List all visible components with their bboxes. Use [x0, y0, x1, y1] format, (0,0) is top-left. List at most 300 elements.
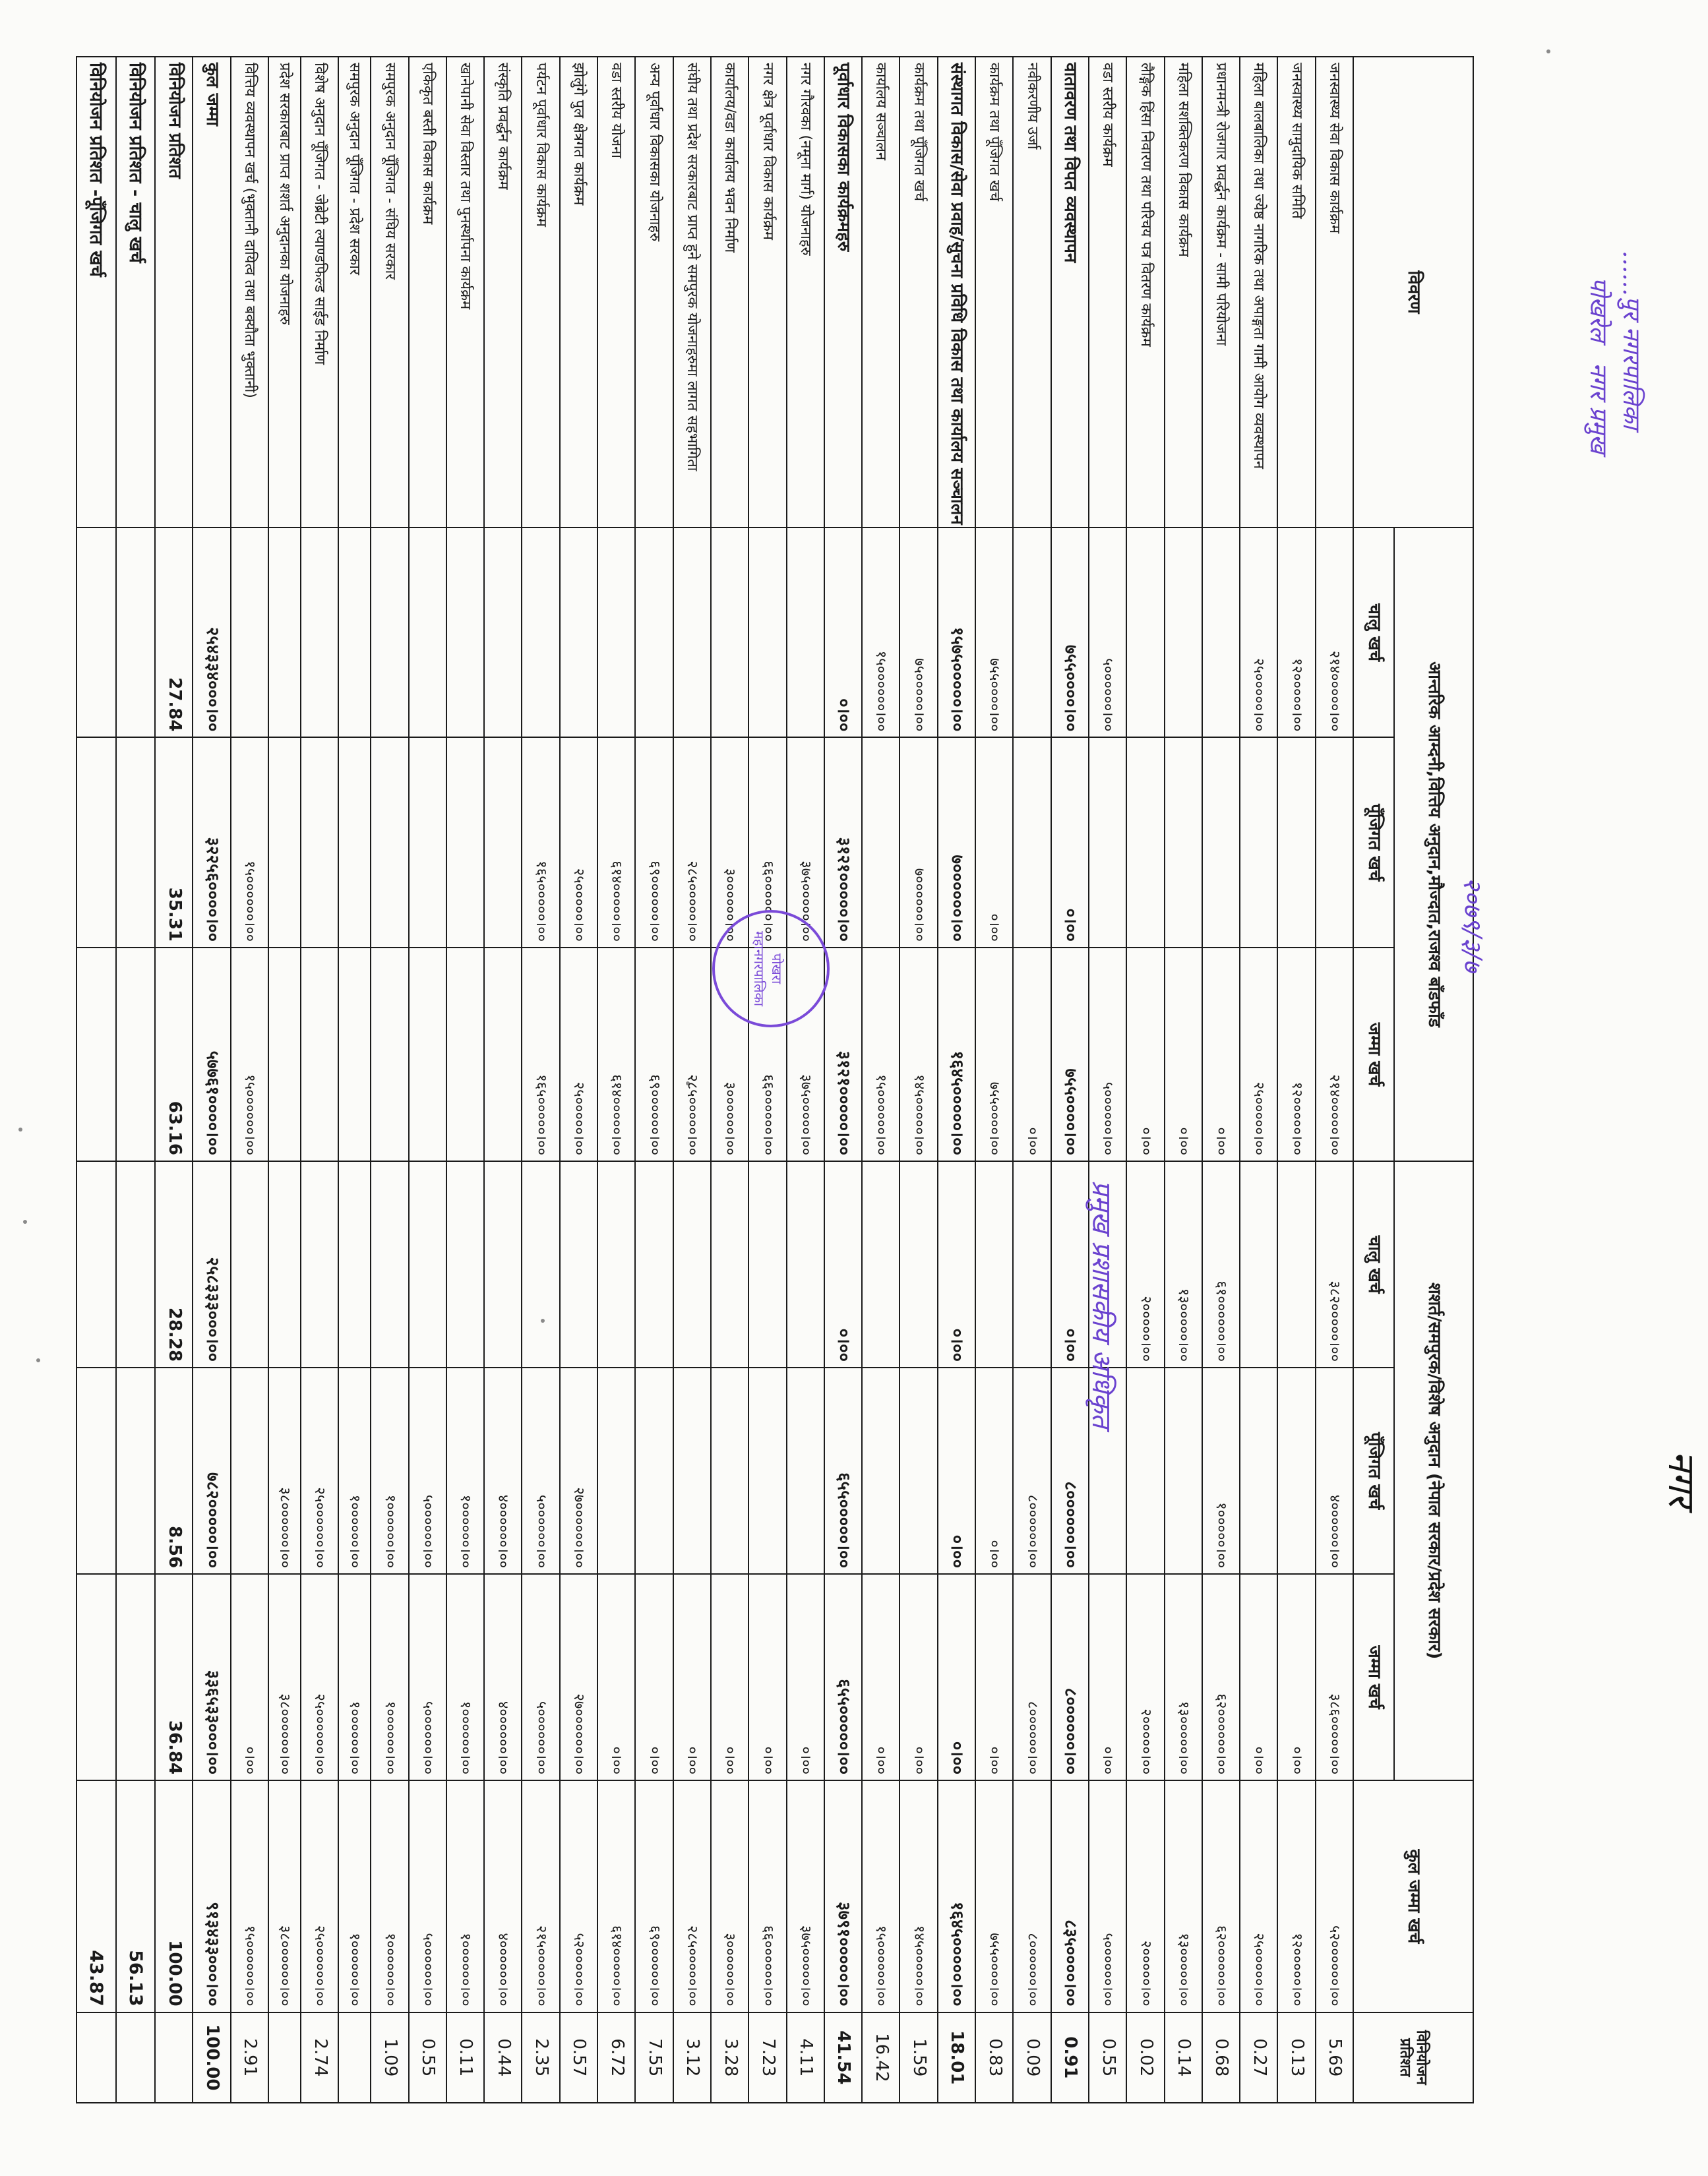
cell-percent: 18.01 [938, 2012, 975, 2103]
cell-c1 [409, 528, 446, 738]
cell-c5: ५००००००।०० [409, 1368, 446, 1574]
cell-c1: ५००००००।०० [1089, 528, 1126, 738]
table-row [522, 57, 559, 2103]
cell-c2: ६६००००००।०० [748, 737, 786, 948]
budget-allocation-table [76, 56, 1474, 2103]
cell-c3 [301, 948, 338, 1161]
cell-c6: ०।०० [748, 1574, 786, 1780]
cell-c4 [560, 1161, 597, 1368]
cell-c4: ०।०० [938, 1161, 975, 1368]
table-row [484, 57, 522, 2103]
table-row [1089, 57, 1126, 2103]
table-row [1165, 57, 1202, 2103]
cell-c5 [597, 1368, 635, 1574]
cell-c2: ३७५०००००।०० [787, 737, 824, 948]
table-row [1277, 57, 1315, 2103]
cell-c6: ३८००००००।०० [268, 1574, 301, 1780]
cell-c1 [1126, 528, 1164, 738]
cell-percent: 3.12 [673, 2012, 711, 2103]
row-label: पर्यटन पूर्वाधार विकास कार्यक्रम [522, 57, 559, 528]
cell-c4 [975, 1161, 1013, 1368]
cell-c2: ३१२१०००००।०० [824, 737, 862, 948]
cell-total: १५००००००।०० [231, 1780, 268, 2012]
table-row [938, 57, 975, 2103]
cell-c6: २७००००००।०० [560, 1574, 597, 1780]
cell-c4 [76, 1161, 116, 1368]
row-label: महिला बालबालिका तथा ज्येष्ठ नागरिक तथा अपाङ्गता गामी आयोग व्यवस्थापन [1240, 57, 1277, 528]
row-label: प्रधानमन्त्री रोजगार प्रवर्द्धन कार्यक्रम - सामी परियोजना [1202, 57, 1240, 528]
row-label: संघीय तथा प्रदेश सरकारबाट प्राप्त हुने समपुरक योजनाहरुमा लागत सहभागिता [673, 57, 711, 528]
cell-c2: १६५०००००।०० [522, 737, 559, 948]
row-label: विनियोजन प्रतिशत [155, 57, 193, 528]
table-row [1013, 57, 1051, 2103]
cell-total: ५२००००००।०० [1316, 1780, 1353, 2012]
cell-c3 [446, 948, 484, 1161]
cell-c6: ८००००००।०० [1051, 1574, 1089, 1780]
table-row [900, 57, 937, 2103]
row-label: विशेष अनुदान पूँजिगत - जेब्रेटी ल्याण्डफिल्ड साईड निर्माण [301, 57, 338, 528]
cell-c4: ६१००००००।०० [1202, 1161, 1240, 1368]
cell-c2: ७००००००।०० [938, 737, 975, 948]
row-label: नगर गौरवका (नमूना मार्ग) योजनाहरु [787, 57, 824, 528]
cell-total: १४५०००००।०० [900, 1780, 937, 2012]
cell-total: २५००००००।०० [301, 1780, 338, 2012]
cell-c2 [1013, 737, 1051, 948]
cell-c3: ०।०० [1202, 948, 1240, 1161]
cell-c3: ७५५००००।०० [975, 948, 1013, 1161]
cell-c6: ०।०० [938, 1574, 975, 1780]
row-label: पूर्वाधार विकासका कार्यक्रमहरु [824, 57, 862, 528]
cell-c6: २०००००।०० [1126, 1574, 1164, 1780]
cell-c6: ०।०० [975, 1574, 1013, 1780]
cell-c2 [1126, 737, 1164, 948]
cell-c3: ७५५००००।०० [1051, 948, 1089, 1161]
cell-c4 [1277, 1161, 1315, 1368]
cell-total: ३७९१०००००।०० [824, 1780, 862, 2012]
cell-total: ८३५००००।०० [1051, 1780, 1089, 2012]
left-signature [1658, 1451, 1708, 1507]
cell-c2 [1202, 737, 1240, 948]
cell-c6: ६२००००००।०० [1202, 1574, 1240, 1780]
cell-c3: ०।०० [1013, 948, 1051, 1161]
cell-c4: १३०००००।०० [1165, 1161, 1202, 1368]
cell-c5 [1126, 1368, 1164, 1574]
cell-total: १००००००।०० [446, 1780, 484, 2012]
cell-percent: 7.23 [748, 2012, 786, 2103]
officer-title: प्रमुख प्रशासकीय अधिकृत [1086, 1180, 1116, 1428]
cell-c6: ०।०० [900, 1574, 937, 1780]
cell-c5: ८००००००।०० [1013, 1368, 1051, 1574]
cell-total: २५०००००।०० [1240, 1780, 1277, 2012]
cell-c6: ५००००००।०० [409, 1574, 446, 1780]
cell-c4 [787, 1161, 824, 1368]
subtotal-header: जम्मा खर्च [1353, 948, 1394, 1161]
cell-c2: ६९००००००।०० [635, 737, 673, 948]
row-label: कार्यालय सञ्चालन [862, 57, 900, 528]
cell-c5: 8.56 [155, 1368, 193, 1574]
cell-percent [338, 2012, 371, 2103]
cell-c2 [1316, 737, 1353, 948]
cell-c5 [673, 1368, 711, 1574]
cell-c6 [76, 1574, 116, 1780]
cell-c2 [862, 737, 900, 948]
cell-c4 [635, 1161, 673, 1368]
cell-total: ६१४०००००।०० [597, 1780, 635, 2012]
grant-capital-header: पूँजिगत खर्च [1353, 1368, 1394, 1574]
table-row [1126, 57, 1164, 2103]
cell-total: ७५५००००।०० [975, 1780, 1013, 2012]
cell-c4 [673, 1161, 711, 1368]
cell-c3 [484, 948, 522, 1161]
cell-total: ५००००००।०० [1089, 1780, 1126, 2012]
cell-total: १००००००।०० [371, 1780, 408, 2012]
cell-total: १६४५०००००।०० [938, 1780, 975, 2012]
cell-c2 [409, 737, 446, 948]
cell-c3 [371, 948, 408, 1161]
cell-total: ६६००००००।०० [748, 1780, 786, 2012]
stamp-text: पोखरा महानगरपालिका [751, 930, 785, 1007]
cell-c1 [1013, 528, 1051, 738]
cell-c3: १६५०००००।०० [522, 948, 559, 1161]
description-header: विवरण [1353, 57, 1473, 528]
cell-c1 [338, 528, 371, 738]
cell-c5 [900, 1368, 937, 1574]
cell-c6: ०।०० [1240, 1574, 1277, 1780]
table-row [748, 57, 786, 2103]
cell-percent: 1.59 [900, 2012, 937, 2103]
cell-c3: १५००००००।०० [862, 948, 900, 1161]
left-signature-text: नगर [1660, 1451, 1703, 1507]
cell-c5 [1240, 1368, 1277, 1574]
scan-speck [1546, 49, 1550, 53]
table-row [155, 57, 193, 2103]
cell-c4 [231, 1161, 268, 1368]
cell-c3 [116, 948, 155, 1161]
cell-c3: २५०००००।०० [1240, 948, 1277, 1161]
officer-signature [1085, 1180, 1121, 1428]
cell-c5: ४००००००।०० [484, 1368, 522, 1574]
cell-c4: ०।०० [1051, 1161, 1089, 1368]
cell-c3 [409, 948, 446, 1161]
cell-percent [155, 2012, 193, 2103]
table-row [560, 57, 597, 2103]
cell-percent: 1.09 [371, 2012, 408, 2103]
municipality-text: ......पुर नगरपालिका [1618, 251, 1645, 429]
cell-c2: ६१४०००००।०० [597, 737, 635, 948]
cell-c1: २५४३३४०००।०० [193, 528, 230, 738]
cell-total: १३०००००।०० [1165, 1780, 1202, 2012]
cell-total: ३७५०००००।०० [787, 1780, 824, 2012]
table-row [409, 57, 446, 2103]
cell-c1: २१४०००००।०० [1316, 528, 1353, 738]
row-label: महिला सशक्तिकरण विकास कार्यक्रम [1165, 57, 1202, 528]
cell-percent: 2.74 [301, 2012, 338, 2103]
cell-c4 [748, 1161, 786, 1368]
cell-c1 [787, 528, 824, 738]
cell-c4 [484, 1161, 522, 1368]
row-label: वित्तिय व्यवस्थापन खर्च (भुक्तानी दायित्व तथा बक्यौता भुक्तानी) [231, 57, 268, 528]
cell-total: ६२००००००।०० [1202, 1780, 1240, 2012]
row-label: जनस्वास्थ्य सामुदायिक समिति [1277, 57, 1315, 528]
cell-c4 [522, 1161, 559, 1368]
cell-c6: 36.84 [155, 1574, 193, 1780]
cell-c1: १२०००००।०० [1277, 528, 1315, 738]
cell-c4 [597, 1161, 635, 1368]
cell-percent [76, 2012, 116, 2103]
cell-c5: १०००००।०० [1202, 1368, 1240, 1574]
table-row [76, 57, 116, 2103]
cell-percent: 4.11 [787, 2012, 824, 2103]
cell-c5: ०।०० [938, 1368, 975, 1574]
cell-c4: २५८३३३०००।०० [193, 1161, 230, 1368]
cell-percent: 2.91 [231, 2012, 268, 2103]
cell-c4 [409, 1161, 446, 1368]
cell-c5: १००००००।०० [446, 1368, 484, 1574]
cell-c3 [338, 948, 371, 1161]
cell-c2: २५०००००।०० [560, 737, 597, 948]
capital-expense-header: पूँजिगत खर्च [1353, 737, 1394, 948]
row-label: विनियोजन प्रतिशत - चालु खर्च [116, 57, 155, 528]
cell-total: 43.87 [76, 1780, 116, 2012]
cell-c3: ५००००००।०० [1089, 948, 1126, 1161]
cell-c3: १५००००००।०० [231, 948, 268, 1161]
cell-c1: ७५५००००।०० [975, 528, 1013, 738]
cell-c2: ७००००००।०० [900, 737, 937, 948]
row-label: नवीकरणीय उर्जा [1013, 57, 1051, 528]
cell-c6: १००००००।०० [446, 1574, 484, 1780]
cell-c4 [900, 1161, 937, 1368]
cell-total: ५००००००।०० [409, 1780, 446, 2012]
cell-c3 [76, 948, 116, 1161]
table-row [1051, 57, 1089, 2103]
cell-c2 [1165, 737, 1202, 948]
table-row [371, 57, 408, 2103]
scan-speck [36, 1358, 40, 1362]
row-label: कुल जम्मा [193, 57, 230, 528]
cell-c5: २७००००००।०० [560, 1368, 597, 1574]
row-label: विनियोजन प्रतिशत -पूँजिगत खर्च [76, 57, 116, 528]
cell-c4 [862, 1161, 900, 1368]
cell-c3: ६१४०००००।०० [597, 948, 635, 1161]
row-label: संस्कृति प्रवर्द्धन कार्यक्रम [484, 57, 522, 528]
cell-c2: २८५०००००।०० [673, 737, 711, 948]
cell-c3: १६४५०००००।०० [938, 948, 975, 1161]
budget-rows [76, 57, 1353, 2103]
cell-total: २०००००।०० [1126, 1780, 1164, 2012]
cell-c4 [1240, 1161, 1277, 1368]
cell-total: ८००००००।०० [1013, 1780, 1051, 2012]
cell-percent: 41.54 [824, 2012, 862, 2103]
cell-c6: ८००००००।०० [1013, 1574, 1051, 1780]
cell-c3: ६९००००००।०० [635, 948, 673, 1161]
cell-c1 [635, 528, 673, 738]
cell-c5: ७८२०००००।०० [193, 1368, 230, 1574]
cell-c6: ३३६५३३०००।०० [193, 1574, 230, 1780]
cell-c3: ०।०० [1126, 948, 1164, 1161]
cell-c1 [711, 528, 748, 738]
cell-c1: 27.84 [155, 528, 193, 738]
row-label: कार्यालय/वडा कार्यालय भवन निर्माण [711, 57, 748, 528]
cell-c3: ५७७६१००००।०० [193, 948, 230, 1161]
cell-c3: ०।०० [1165, 948, 1202, 1161]
cell-c6: १३०००००।०० [1165, 1574, 1202, 1780]
cell-percent: 0.55 [409, 2012, 446, 2103]
cell-c2: 35.31 [155, 737, 193, 948]
cell-percent: 0.44 [484, 2012, 522, 2103]
cell-c5: ६५५०००००।०० [824, 1368, 862, 1574]
cell-percent: 0.27 [1240, 2012, 1277, 2103]
cell-c6: १००००००।०० [338, 1574, 371, 1780]
cell-c5 [76, 1368, 116, 1574]
cell-total: ६९००००००।०० [635, 1780, 673, 2012]
row-label: समपुरक अनुदान पूँजिगत - प्रदेश सरकार [338, 57, 371, 528]
cell-c6: ०।०० [231, 1574, 268, 1780]
row-label: एकिकृत बस्ती विकास कार्यक्रम [409, 57, 446, 528]
current-expense-header: चालु खर्च [1353, 528, 1394, 738]
cell-c6: १००००००।०० [371, 1574, 408, 1780]
grant-source-header: शशर्त/समपुरक/विशेष अनुदान (नेपाल सरकार/प्रदेश सरकार) [1394, 1161, 1473, 1780]
cell-c1: ०।०० [824, 528, 862, 738]
cell-c6: ०।०० [787, 1574, 824, 1780]
cell-c1 [1165, 528, 1202, 738]
cell-c2: १५००००००।०० [231, 737, 268, 948]
cell-c5 [635, 1368, 673, 1574]
cell-c5 [787, 1368, 824, 1574]
row-label: कार्यक्रम तथा पूँजिगत खर्च [900, 57, 937, 528]
table-row [824, 57, 862, 2103]
table-row [635, 57, 673, 2103]
cell-c5 [231, 1368, 268, 1574]
header-row-top [1394, 57, 1473, 2103]
cell-c2: ३२२५६००००।०० [193, 737, 230, 948]
cell-c3: १२०००००।०० [1277, 948, 1315, 1161]
cell-percent: 0.11 [446, 2012, 484, 2103]
table-row [301, 57, 338, 2103]
cell-percent [268, 2012, 301, 2103]
table-row [862, 57, 900, 2103]
date-handwritten [1456, 877, 1490, 972]
cell-c5 [711, 1368, 748, 1574]
rotated-budget-sheet [76, 56, 1474, 2103]
table-row [446, 57, 484, 2103]
cell-c3: ३००००००।०० [711, 948, 748, 1161]
table-row [193, 57, 230, 2103]
cell-c6: ०।०० [1089, 1574, 1126, 1780]
cell-c1 [560, 528, 597, 738]
row-label: लैङ्गिक हिंसा निवारण तथा परिचय पत्र वितरण कार्यक्रम [1126, 57, 1164, 528]
cell-c4: २०००००।०० [1126, 1161, 1164, 1368]
cell-c5: ८००००००।०० [1051, 1368, 1089, 1574]
cell-percent: 0.68 [1202, 2012, 1240, 2103]
cell-c5 [862, 1368, 900, 1574]
row-label: नगर क्षेत्र पूर्वाधार विकास कार्यक्रम [748, 57, 786, 528]
cell-total: ५२०००००।०० [560, 1780, 597, 2012]
cell-total: १२०००००।०० [1277, 1780, 1315, 2012]
cell-total: १५००००००।०० [862, 1780, 900, 2012]
cell-c2 [76, 737, 116, 948]
grand-total-header: कुल जम्मा खर्च [1353, 1780, 1473, 2012]
cell-c5: १००००००।०० [338, 1368, 371, 1574]
cell-c1: ७५५००००।०० [1051, 528, 1089, 738]
cell-c3: १४५०००००।०० [900, 948, 937, 1161]
cell-c1: १५७५०००००।०० [938, 528, 975, 738]
cell-c4 [268, 1161, 301, 1368]
cell-c5: २५००००००।०० [301, 1368, 338, 1574]
cell-c5: ४००००००।०० [1316, 1368, 1353, 1574]
cell-c1 [268, 528, 301, 738]
cell-c2 [116, 737, 155, 948]
cell-percent: 100.00 [193, 2012, 230, 2103]
cell-percent: 0.55 [1089, 2012, 1126, 2103]
cell-percent: 2.35 [522, 2012, 559, 2103]
cell-c6: ५००००००।०० [522, 1574, 559, 1780]
cell-c1: ७५०००००।०० [900, 528, 937, 738]
cell-c6: ०।०० [597, 1574, 635, 1780]
cell-c2 [1240, 737, 1277, 948]
cell-percent: 3.28 [711, 2012, 748, 2103]
cell-c4: ३८२०००००।०० [1316, 1161, 1353, 1368]
cell-c2: ०।०० [975, 737, 1013, 948]
cell-c5: ३८००००००।०० [268, 1368, 301, 1574]
cell-c6: २५००००००।०० [301, 1574, 338, 1780]
cell-percent: 0.57 [560, 2012, 597, 2103]
cell-percent: 6.72 [597, 2012, 635, 2103]
cell-c2: ०।०० [1051, 737, 1089, 948]
scan-speck [18, 1128, 22, 1132]
cell-c3: ३१२१०००००।०० [824, 948, 862, 1161]
cell-total: 100.00 [155, 1780, 193, 2012]
cell-c2 [268, 737, 301, 948]
cell-c4 [301, 1161, 338, 1368]
row-label: कार्यक्रम तथा पूँजिगत खर्च [975, 57, 1013, 528]
cell-percent [116, 2012, 155, 2103]
cell-c5 [1277, 1368, 1315, 1574]
official-stamp [712, 910, 830, 1027]
cell-c1: २५०००००।०० [1240, 528, 1277, 738]
cell-total: ३००००००।०० [711, 1780, 748, 2012]
table-row [268, 57, 301, 2103]
cell-c2 [484, 737, 522, 948]
scan-speck [23, 1220, 27, 1224]
cell-c1 [116, 528, 155, 738]
cell-c1 [673, 528, 711, 738]
cell-c1 [76, 528, 116, 738]
cell-c1 [446, 528, 484, 738]
table-row [116, 57, 155, 2103]
cell-percent: 0.91 [1051, 2012, 1089, 2103]
mayor-signature [1583, 277, 1616, 454]
cell-c1 [301, 528, 338, 738]
row-label: वडा स्तरीय कार्यक्रम [1089, 57, 1126, 528]
mayor-title: नगर प्रमुख [1585, 362, 1612, 454]
cell-c1 [371, 528, 408, 738]
cell-c3: ६६००००००।०० [748, 948, 786, 1161]
cell-c3: ३७५०००००।०० [787, 948, 824, 1161]
cell-c5: १००००००।०० [371, 1368, 408, 1574]
table-row [597, 57, 635, 2103]
cell-percent: 0.14 [1165, 2012, 1202, 2103]
cell-percent: 0.02 [1126, 2012, 1164, 2103]
cell-c5: ५००००००।०० [522, 1368, 559, 1574]
cell-total: ४००००००।०० [484, 1780, 522, 2012]
row-label: वातावरण तथा विपत व्यवस्थापन [1051, 57, 1089, 528]
cell-c1 [522, 528, 559, 738]
table-row [1240, 57, 1277, 2103]
cell-c1 [484, 528, 522, 738]
cell-c3: 63.16 [155, 948, 193, 1161]
cell-c4 [446, 1161, 484, 1368]
grant-subtotal-header: जम्मा खर्च [1353, 1574, 1394, 1780]
